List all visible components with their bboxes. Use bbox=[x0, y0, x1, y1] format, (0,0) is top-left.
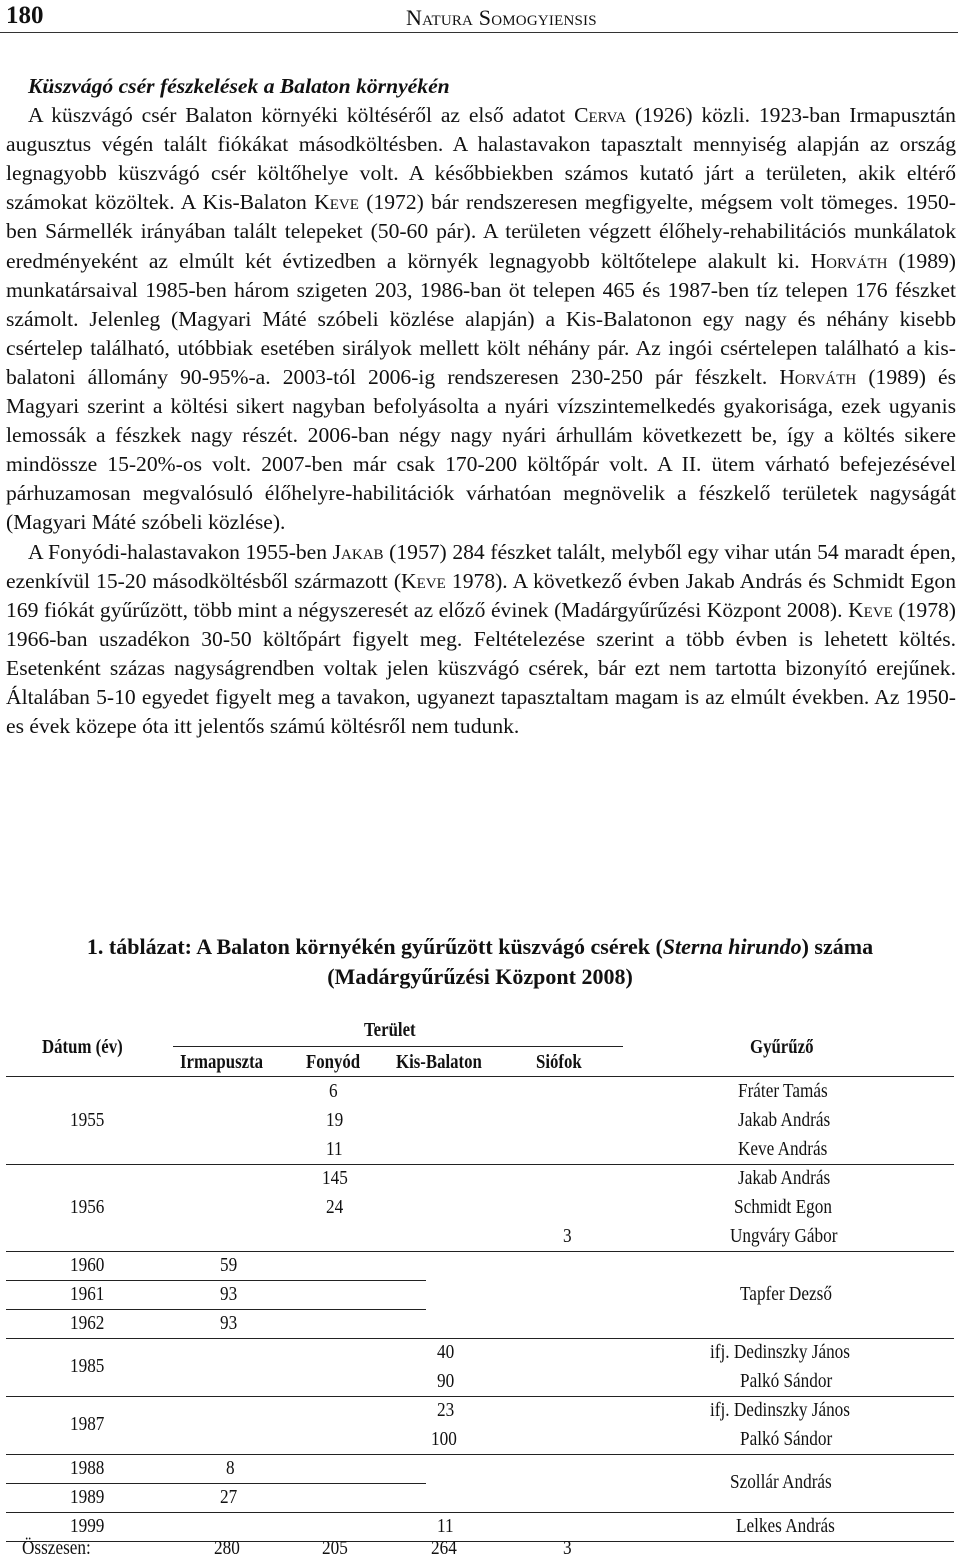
citation-author: Keve bbox=[314, 190, 359, 215]
table-rule bbox=[6, 1454, 954, 1455]
value-cell: 8 bbox=[226, 1457, 235, 1479]
value-cell: 23 bbox=[437, 1399, 455, 1421]
year-cell: 1961 bbox=[70, 1283, 105, 1305]
paragraph-1 bbox=[6, 101, 956, 537]
ringer-cell: Ungváry Gábor bbox=[730, 1225, 838, 1247]
table-rule bbox=[6, 1541, 954, 1542]
value-cell: 90 bbox=[437, 1370, 455, 1392]
text-run: (1957) 284 fészket talált, melyből egy vihar után 54 maradt épen, ezenkívül 15-20 másodköltésből származott ( bbox=[6, 539, 956, 593]
header-date: Dátum (év) bbox=[42, 1036, 123, 1058]
total-cell: 264 bbox=[431, 1537, 457, 1559]
year-cell: 1956 bbox=[70, 1196, 105, 1218]
text-run: A küszvágó csér Balaton környéki költéséről az első adatot bbox=[28, 103, 575, 128]
text-run: 1978). A következő évben Jakab András és Schmidt Egon 169 fiókát gyűrűzött, több mint a négyszeresét az előző évinek (Madárgyűrűzési Központ 2008). bbox=[6, 568, 956, 622]
text-run: (1926) közli. 1923-ban Irmapusztán augusztus végén talált fiókákat másodköltésben. A halastavakon tapasztalt mennyiség alapján az ország legnagyobb küszvágó csér költőhelye volt. A későbbiekben számos kutató járt a területen, akik eltérő számokat közöltek. A Kis-Balaton bbox=[6, 103, 956, 215]
caption-line-1 bbox=[20, 932, 940, 962]
paragraph-2 bbox=[6, 538, 956, 742]
value-cell: 19 bbox=[326, 1109, 344, 1131]
citation-author: Cerva bbox=[574, 103, 627, 128]
text-run: (1972) bár rendszeresen megfigyelte, mégsem volt tömeges. 1950-ben Sármellék irányában talált telepeket (50-60 pár). A területen végzett élőhely-rehabilitációs munkálatok eredményeként az elmúlt két évtizedben a környék legnagyobb költőtelepe alakult ki. bbox=[6, 190, 956, 273]
page-header bbox=[0, 0, 958, 33]
value-cell: 27 bbox=[220, 1486, 238, 1508]
table-rule bbox=[6, 1164, 954, 1165]
citation-author: Keve bbox=[848, 597, 893, 622]
year-cell: 1985 bbox=[70, 1355, 105, 1377]
value-cell: 93 bbox=[220, 1283, 238, 1305]
value-cell: 145 bbox=[322, 1167, 348, 1189]
year-cell: 1989 bbox=[70, 1486, 105, 1508]
ringer-cell: Szollár András bbox=[730, 1471, 832, 1493]
total-cell: 280 bbox=[214, 1537, 240, 1559]
value-cell: 11 bbox=[437, 1515, 454, 1537]
header-area: Terület bbox=[364, 1019, 416, 1041]
header-fonyod: Fonyód bbox=[306, 1051, 361, 1073]
section-title: Küszvágó csér fészkelések a Balaton környékén bbox=[28, 74, 450, 98]
year-cell: 1988 bbox=[70, 1457, 105, 1479]
header-siofok: Siófok bbox=[536, 1051, 582, 1073]
ringer-cell: Lelkes András bbox=[736, 1515, 835, 1537]
table-rule bbox=[6, 1280, 426, 1281]
table-caption bbox=[20, 932, 940, 992]
ringer-cell: Keve András bbox=[738, 1138, 828, 1160]
year-cell: 1999 bbox=[70, 1515, 105, 1537]
header-irmapuszta: Irmapuszta bbox=[180, 1051, 264, 1073]
caption-text: ) száma bbox=[801, 934, 874, 959]
ringer-cell: Jakab András bbox=[738, 1109, 831, 1131]
ringer-cell: Palkó Sándor bbox=[740, 1428, 833, 1450]
ringer-cell: Fráter Tamás bbox=[738, 1080, 828, 1102]
caption-text: 1. táblázat: A Balaton környékén gyűrűzött küszvágó csérek ( bbox=[86, 934, 663, 959]
ringer-cell: ifj. Dedinszky János bbox=[710, 1341, 850, 1363]
total-label: Összesen: bbox=[22, 1537, 91, 1559]
table-rule bbox=[6, 1309, 426, 1310]
running-title: Natura Somogyiensis bbox=[406, 5, 597, 30]
table-rule bbox=[6, 1338, 954, 1339]
table-rule bbox=[6, 1483, 426, 1484]
citation-author: Keve bbox=[401, 568, 446, 593]
value-cell: 3 bbox=[563, 1225, 572, 1247]
text-run: A Fonyódi-halastavakon 1955-ben bbox=[28, 539, 333, 564]
value-cell: 93 bbox=[220, 1312, 238, 1334]
table-rule bbox=[6, 1396, 954, 1397]
ringer-cell: Jakab András bbox=[738, 1167, 831, 1189]
ringer-cell: ifj. Dedinszky János bbox=[710, 1399, 850, 1421]
value-cell: 40 bbox=[437, 1341, 455, 1363]
year-cell: 1987 bbox=[70, 1413, 105, 1435]
table-rule bbox=[6, 1076, 954, 1077]
header-ringer: Gyűrűző bbox=[750, 1036, 814, 1058]
ringer-cell: Schmidt Egon bbox=[734, 1196, 832, 1218]
total-cell: 205 bbox=[322, 1537, 348, 1559]
page-number: 180 bbox=[6, 2, 44, 29]
text-run: (1978) 1966-ban uszadékon 30-50 költőpárt figyelt meg. Feltételezése szerint a több évben is lehetett költés. Esetenként százas nagyságrendben voltak jelen küszvágó csérek, bár ezt nem tartotta bizonyító erejűnek. Általában 5-10 egyedet figyelt meg a tavakon, ugyanezt tapasztaltam magam is az elmúlt években. Az 1950-es évek közepe óta itt jelentős számú költésről nem tudunk. bbox=[6, 597, 956, 739]
citation-author: Jakab bbox=[332, 539, 384, 564]
text-run: (1989) munkatársaival 1985-ben három szigeten 203, 1986-ban öt telepen 465 és 1987-ben tíz telepen 176 fészket számolt. Jelenleg (Magyari Máté szóbeli közlése alapján) a Kis-Balatonon egy nagy és néhány kisebb csértelep található, utóbbiak esetében sirályok mellett költ néhány pár. Az ingói csértelepen található a kis-balatoni állomány 90-95%-a. 2003-tól 2006-ig rendszeresen 230-250 pár fészkelt. bbox=[6, 248, 957, 389]
total-cell: 3 bbox=[563, 1537, 572, 1559]
header-divider bbox=[173, 1046, 623, 1047]
citation-author: Horváth bbox=[779, 364, 857, 389]
article-body bbox=[6, 72, 956, 741]
citation-author: Horváth bbox=[810, 248, 888, 273]
year-cell: 1962 bbox=[70, 1312, 105, 1334]
value-cell: 59 bbox=[220, 1254, 238, 1276]
header-kisbalaton: Kis-Balaton bbox=[396, 1051, 482, 1073]
ringing-table bbox=[6, 1016, 954, 1562]
value-cell: 6 bbox=[329, 1080, 338, 1102]
text-run: (1989) és Magyari szerint a költési sikert nagyban befolyásolta a nyári vízszintemelkedés gyakorisága, ezek ugyanis lemossák a fészkek nagy részét. 2006-ban négy nagy nyári árhullám következett be, így a költés sikere mindössze 15-20%-os volt. 2007-ben már csak 170-200 költőpár volt. A II. ütem várható befejezésével párhuzamosan megvalósuló élőhelyre-habilitációk várhatóan megnövelik a fészkelő területek nagyságát (Magyari Máté szóbeli közlése). bbox=[6, 364, 956, 535]
value-cell: 100 bbox=[431, 1428, 457, 1450]
table-rule bbox=[6, 1512, 954, 1513]
value-cell: 11 bbox=[326, 1138, 343, 1160]
year-cell: 1960 bbox=[70, 1254, 105, 1276]
ringer-cell: Palkó Sándor bbox=[740, 1370, 833, 1392]
ringer-cell: Tapfer Dezső bbox=[740, 1283, 832, 1305]
year-cell: 1955 bbox=[70, 1109, 105, 1131]
value-cell: 24 bbox=[326, 1196, 344, 1218]
table-rule bbox=[6, 1251, 954, 1252]
species-name: Sterna hirundo bbox=[662, 934, 802, 959]
caption-line-2: (Madárgyűrűzési Központ 2008) bbox=[327, 964, 633, 989]
